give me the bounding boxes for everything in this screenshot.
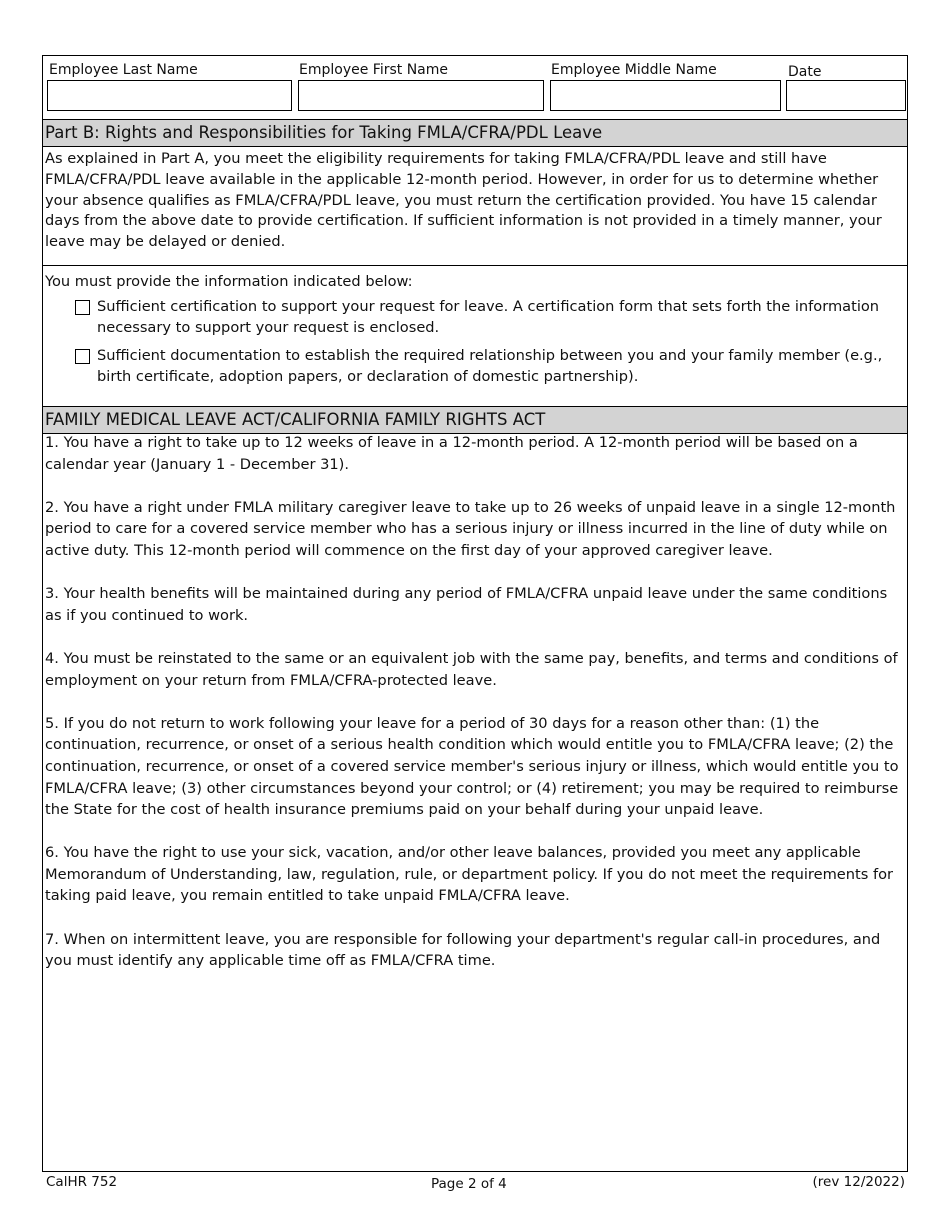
- form-frame: [42, 55, 908, 1172]
- last-name-field[interactable]: [47, 80, 292, 111]
- documentation-checkbox[interactable]: [75, 349, 90, 364]
- part-b-heading: Part B: Rights and Responsibilities for Taking FMLA/CFRA/PDL Leave: [43, 119, 907, 147]
- first-name-label: Employee First Name: [299, 62, 449, 78]
- list-item: 5. If you do not return to work following your leave for a period of 30 days for a reason other than: (1) the continuation, recurrence, or onset of a serious health condition which would entitle you to FMLA/CFRA leave; (2) the continuation, recurrence, or onset of a covered service member's serious injury or illness, which would entitle you to FMLA/CFRA leave; (3) other circumstances beyond your control; or (4) retirement; you may be required to reimburse the State for the cost of health insurance premiums paid on your behalf during your unpaid leave.: [45, 714, 899, 819]
- list-item: 2. You have a right under FMLA military caregiver leave to take up to 26 weeks of unpaid leave in a single 12-month period to care for a covered service member who has a serious injury or illness incurred in the line of duty while on active duty. This 12-month period will commence on the first day of your approved caregiver leave.: [45, 498, 896, 559]
- checkbox-row-documentation: [75, 346, 895, 388]
- middle-name-label: Employee Middle Name: [551, 62, 717, 78]
- section-divider: [43, 265, 907, 266]
- revision-date: (rev 12/2022): [812, 1174, 905, 1190]
- list-item: 3. Your health benefits will be maintained during any period of FMLA/CFRA unpaid leave under the same conditions as if you continued to work.: [45, 585, 888, 624]
- date-field[interactable]: [786, 80, 906, 111]
- date-label: Date: [788, 64, 822, 80]
- list-item: 4. You must be reinstated to the same or an equivalent job with the same pay, benefits, and terms and conditions of employment on your return from FMLA/CFRA-protected leave.: [45, 649, 898, 689]
- fmla-section-heading: FAMILY MEDICAL LEAVE ACT/CALIFORNIA FAMILY RIGHTS ACT: [43, 406, 907, 434]
- form-id: CalHR 752: [46, 1174, 118, 1190]
- last-name-label: Employee Last Name: [49, 62, 198, 78]
- checkbox-row-certification: [75, 297, 895, 339]
- middle-name-field[interactable]: [550, 80, 781, 111]
- list-item: 7. When on intermittent leave, you are responsible for following your department's regular call-in procedures, and you must identify any applicable time off as FMLA/CFRA time.: [45, 930, 881, 970]
- documentation-checkbox-label: Sufficient documentation to establish the required relationship between you and your family member (e.g., birth certificate, adoption papers, or declaration of domestic partnership).: [97, 347, 883, 385]
- info-intro: You must provide the information indicated below:: [45, 273, 413, 290]
- part-b-body: As explained in Part A, you meet the eligibility requirements for taking FMLA/CFRA/PDL leave and still have FMLA/CFRA/PDL leave available in the applicable 12-month period. However, in order for us to determine whether your absence qualifies as FMLA/CFRA/PDL leave, you must return the certification provided. You have 15 calendar days from the above date to provide certification. If sufficient information is not provided in a timely manner, your leave may be delayed or denied.: [45, 150, 882, 251]
- list-item: 6. You have the right to use your sick, vacation, and/or other leave balances, provided you meet any applicable Memorandum of Understanding, law, regulation, rule, or department policy. If you do not meet the requirements for taking paid leave, you remain entitled to take unpaid FMLA/CFRA leave.: [45, 844, 894, 905]
- certification-checkbox[interactable]: [75, 300, 90, 315]
- page-number: Page 2 of 4: [431, 1176, 507, 1192]
- first-name-field[interactable]: [298, 80, 544, 111]
- list-item: 1. You have a right to take up to 12 weeks of leave in a 12-month period. A 12-month period will be based on a calendar year (January 1 - December 31).: [45, 434, 858, 473]
- fmla-rights-list: [45, 432, 905, 993]
- employee-header-row: [43, 56, 907, 120]
- certification-checkbox-label: Sufficient certification to support your request for leave. A certification form that sets forth the information necessary to support your request is enclosed.: [97, 298, 880, 336]
